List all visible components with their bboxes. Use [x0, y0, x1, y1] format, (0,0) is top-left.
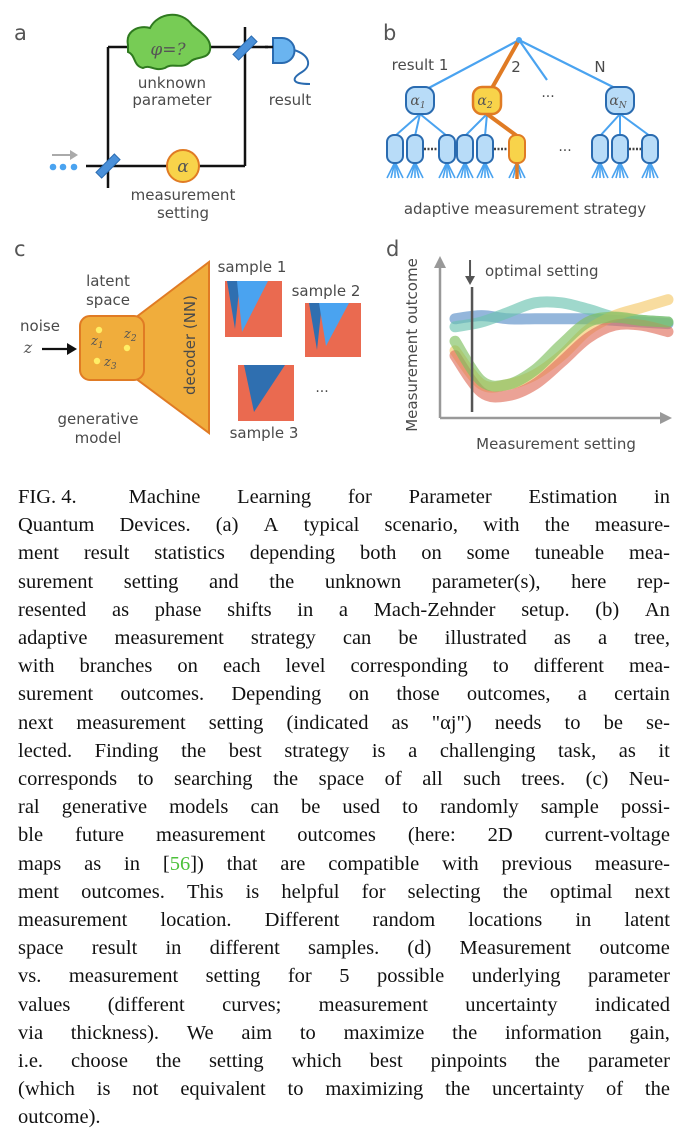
tree-node-alpha-1: [406, 87, 434, 114]
caption-word: illustrated: [444, 627, 527, 650]
caption-word: on: [348, 683, 370, 706]
caption-word: Depending: [231, 683, 322, 706]
caption-word: randomly: [440, 796, 519, 819]
setting-label: setting: [156, 204, 210, 222]
caption-word: each: [222, 655, 261, 678]
caption-word: to: [564, 711, 581, 734]
caption-word: maximize: [343, 1021, 425, 1044]
caption-word: thickness).: [70, 1021, 160, 1044]
leaf-node: [387, 135, 403, 163]
caption-line: [18, 1047, 670, 1075]
caption-word: used: [342, 796, 380, 819]
caption-word: setup.: [521, 598, 570, 621]
result-label: result: [268, 91, 312, 109]
caption-line: [18, 906, 670, 934]
caption-word: the: [269, 570, 295, 593]
caption-word: resented: [18, 598, 87, 621]
caption-word: for: [361, 880, 386, 903]
caption-word: in: [297, 598, 314, 621]
panel-label-a: a: [14, 21, 27, 45]
caption-word: in: [165, 937, 182, 960]
caption-line: [18, 539, 670, 567]
caption-line: [18, 680, 670, 708]
caption-word: typical: [303, 514, 360, 537]
alpha-label: α: [177, 157, 189, 177]
caption-word: corresponding: [350, 655, 468, 678]
latent-z2: $z_2$: [124, 327, 137, 344]
noise-arrow-icon: [42, 343, 77, 355]
caption-word: the: [644, 1078, 670, 1101]
optimal-setting-label: optimal setting: [485, 262, 599, 280]
caption-word: space: [318, 768, 365, 791]
caption-word: measure-: [594, 514, 670, 537]
svg-text:α2: $\alpha_2$: [477, 93, 493, 111]
caption-word: outcomes,: [466, 683, 551, 706]
caption-text: maps as in [: [18, 852, 170, 875]
caption-word: can: [342, 627, 372, 650]
caption-word: (a): [215, 514, 239, 537]
caption-word: measurement: [68, 965, 179, 988]
caption-word: mea-: [629, 542, 670, 565]
caption-word: to: [137, 768, 154, 791]
caption-word: ment: [18, 880, 59, 903]
tree-edge: [420, 114, 447, 136]
caption-word: (different: [107, 993, 185, 1016]
caption-word: the: [544, 514, 570, 537]
caption-word: it: [658, 739, 670, 762]
caption-word: rep-: [636, 570, 670, 593]
caption-word: gain,: [629, 1021, 670, 1044]
panel-b: [383, 21, 658, 218]
y-axis: [434, 256, 446, 418]
sample-3-label: sample 3: [229, 424, 299, 442]
caption-word: parameter(s),: [431, 570, 541, 593]
caption-line: [18, 793, 670, 821]
panel-label-b: b: [383, 21, 397, 45]
caption-word: the: [273, 768, 299, 791]
caption-word: result: [83, 542, 130, 565]
caption-line: [18, 991, 670, 1019]
caption-word: as: [618, 739, 636, 762]
caption-word: some: [466, 542, 510, 565]
caption-word: sample: [540, 796, 599, 819]
caption-word: phase: [154, 598, 202, 621]
branch-label-1: result 1: [391, 56, 449, 74]
tree-leaves: [387, 114, 658, 179]
caption-word: level: [285, 655, 326, 678]
model-label: model: [74, 429, 122, 447]
caption-word: the: [445, 1078, 471, 1101]
caption-word: possible: [376, 965, 445, 988]
caption-word: vs.: [18, 965, 42, 988]
caption-word: as: [111, 598, 130, 621]
caption-word: of: [606, 1078, 624, 1101]
caption-word: ment: [18, 542, 59, 565]
caption-word: such: [463, 768, 501, 791]
caption-word: random: [372, 909, 436, 932]
caption-word: tuneable: [534, 542, 605, 565]
caption-word: Quantum: [18, 514, 95, 537]
branch-label-2: 2: [511, 58, 521, 76]
caption-word: is: [96, 1078, 111, 1101]
caption-word: 2D: [487, 824, 513, 847]
caption-word: next: [634, 880, 670, 903]
caption-word: mea-: [629, 655, 670, 678]
caption-word: to: [492, 655, 509, 678]
caption-word: (b): [595, 598, 620, 621]
caption-word: best: [228, 739, 262, 762]
caption-word: tree,: [634, 627, 670, 650]
caption-word: ble: [18, 824, 44, 847]
caption-word: Measurement: [459, 937, 572, 960]
caption-word: curves;: [222, 993, 282, 1016]
svg-text:α1: $\alpha_1$: [410, 93, 426, 111]
caption-word: An: [644, 598, 670, 621]
caption-word: current-voltage: [544, 824, 670, 847]
caption-word: strategy: [284, 739, 350, 762]
caption-line: [18, 511, 670, 539]
svg-text:αN: $\alpha_N$: [609, 93, 627, 111]
figure-caption: [18, 483, 670, 1132]
caption-word: (indicated: [286, 711, 369, 734]
caption-line: [18, 737, 670, 765]
caption-word: ral: [18, 796, 40, 819]
panel-d: [386, 237, 672, 453]
caption-line: [18, 624, 670, 652]
caption-word: those: [396, 683, 440, 706]
y-axis-label: Measurement outcome: [403, 258, 421, 432]
caption-word: which: [291, 1050, 342, 1073]
caption-word: (d): [407, 937, 432, 960]
caption-word: a: [577, 683, 587, 706]
caption-word: the: [502, 880, 528, 903]
caption-word: space: [18, 937, 64, 960]
caption-word: se-: [646, 711, 670, 734]
leaf-node: [477, 135, 493, 163]
leaf-node: [642, 135, 658, 163]
caption-word: setting: [123, 570, 179, 593]
figure-4: [0, 0, 686, 480]
citation-link[interactable]: 56: [169, 852, 191, 875]
leaf-node: [439, 135, 455, 163]
decoder-label: decoder (NN): [181, 294, 199, 396]
caption-word: and: [209, 570, 239, 593]
caption-word: both: [359, 542, 397, 565]
caption-word: is: [245, 880, 260, 903]
caption-line: [18, 709, 670, 737]
caption-word: is: [371, 739, 386, 762]
caption-word: parameter: [588, 965, 670, 988]
caption-word: different: [533, 655, 604, 678]
caption-word: pinpoints: [430, 1050, 507, 1073]
caption-text: Machine Learning for Parameter Estimation in: [128, 486, 670, 508]
selected-leaf-node: [509, 135, 525, 163]
optimal-setting-arrow-icon: [465, 260, 475, 285]
caption-word: to: [299, 1021, 316, 1044]
caption-word: challenging: [439, 739, 536, 762]
caption-word: next: [18, 711, 54, 734]
caption-word: setting: [205, 965, 261, 988]
caption-word: measurement: [76, 711, 186, 734]
input-arrow-icon: [52, 150, 78, 160]
panel-c: [14, 237, 361, 447]
caption-word: helpful: [281, 880, 340, 903]
caption-word: needs: [494, 711, 542, 734]
caption-word: optimal: [549, 880, 613, 903]
caption-word: for: [287, 965, 312, 988]
caption-line: [18, 821, 670, 849]
caption-word: (which: [18, 1078, 75, 1101]
noise-label: noise: [20, 317, 60, 335]
sample-2-label: sample 2: [291, 282, 361, 300]
caption-word: the: [181, 739, 207, 762]
chart-curves: [455, 300, 668, 397]
caption-word: uncertainty: [491, 1078, 585, 1101]
tree-edge: [465, 114, 487, 136]
latent-z1: $z_1$: [91, 334, 104, 351]
caption-line: [18, 596, 670, 624]
tree-node-alpha-n: [606, 87, 634, 114]
caption-word: measurement: [156, 824, 266, 847]
caption-word: outcomes: [297, 824, 376, 847]
caption-word: parameter: [587, 1050, 670, 1073]
latent-z3: $z_3$: [104, 355, 117, 372]
caption-word: models: [169, 796, 229, 819]
caption-word: certain: [614, 683, 670, 706]
leaf-node: [592, 135, 608, 163]
caption-word: not: [132, 1078, 159, 1101]
caption-word: as: [553, 627, 571, 650]
sample-1-label: sample 1: [217, 258, 287, 276]
caption-word: (c): [585, 768, 609, 791]
photon-dots-icon: [50, 164, 78, 171]
tree-edge: [620, 114, 650, 136]
caption-word: statistics: [154, 542, 225, 565]
tree-edge: [600, 114, 620, 136]
caption-line: [18, 1103, 670, 1131]
caption-word: as: [391, 711, 409, 734]
caption-word: Finding: [94, 739, 159, 762]
caption-word: Devices.: [119, 514, 191, 537]
samples-ellipsis: ···: [315, 384, 329, 400]
caption-word: here: [571, 570, 607, 593]
leaf-node: [612, 135, 628, 163]
caption-word: with: [483, 514, 520, 537]
caption-word: scenario,: [384, 514, 458, 537]
tree-node-alpha-2: [473, 87, 501, 114]
caption-word: with: [18, 655, 55, 678]
caption-line: [18, 483, 670, 511]
caption-word: latent: [624, 909, 670, 932]
caption-word: result: [91, 937, 138, 960]
caption-word: This: [186, 880, 224, 903]
caption-text: FIG. 4.: [18, 486, 77, 508]
caption-line: [18, 934, 670, 962]
caption-line: [18, 1019, 670, 1047]
caption-word: unknown: [324, 570, 402, 593]
caption-word: a: [338, 598, 348, 621]
caption-word: trees.: [521, 768, 566, 791]
tree-edge: [487, 114, 517, 136]
caption-line: [18, 568, 670, 596]
caption-word: to: [287, 1078, 304, 1101]
caption-line: [18, 652, 670, 680]
caption-word: "αj"): [431, 711, 472, 734]
unknown-label: unknown: [137, 74, 207, 92]
caption-word: A: [263, 514, 279, 537]
caption-word: of: [384, 768, 402, 791]
caption-word: branches: [79, 655, 153, 678]
caption-word: be: [603, 711, 623, 734]
caption-word: all: [422, 768, 443, 791]
caption-line: [18, 850, 670, 878]
caption-word: information: [504, 1021, 602, 1044]
caption-word: lected.: [18, 739, 73, 762]
caption-word: equivalent: [180, 1078, 266, 1101]
caption-line: [18, 962, 670, 990]
caption-word: measurement: [318, 993, 428, 1016]
tree-edge: [485, 114, 487, 136]
leaf-node: [457, 135, 473, 163]
x-axis: [440, 412, 672, 424]
caption-line: [18, 765, 670, 793]
caption-word: the: [155, 1050, 181, 1073]
caption-word: via: [18, 1021, 44, 1044]
caption-word: depending: [249, 542, 336, 565]
caption-word: corresponds: [18, 768, 118, 791]
caption-word: generative: [61, 796, 148, 819]
caption-word: outcome: [599, 937, 670, 960]
sample-2-map: [305, 303, 361, 357]
caption-word: selecting: [407, 880, 481, 903]
caption-word: a: [408, 739, 418, 762]
caption-word: future: [75, 824, 124, 847]
caption-word: possi-: [620, 796, 670, 819]
detector-icon: [273, 38, 295, 63]
caption-word: the: [534, 1050, 560, 1073]
caption-word: location.: [160, 909, 232, 932]
caption-word: maximizing: [325, 1078, 424, 1101]
x-axis-label: Measurement setting: [476, 435, 636, 453]
caption-word: setting: [208, 1050, 264, 1073]
caption-word: measurement: [18, 909, 128, 932]
panel-a: [14, 15, 311, 222]
generative-label: generative: [57, 410, 139, 428]
caption-word: in: [575, 909, 592, 932]
caption-word: the: [452, 1021, 478, 1044]
branch-ellipsis: ···: [541, 89, 555, 105]
leaf-ellipsis: ···: [558, 143, 572, 159]
caption-word: Mach-Zehnder: [373, 598, 496, 621]
caption-word: choose: [71, 1050, 128, 1073]
panel-label-d: d: [386, 237, 400, 261]
caption-word: to: [402, 796, 419, 819]
caption-word: setting: [208, 711, 264, 734]
detector-wire: [294, 50, 310, 84]
sample-1-map: [225, 281, 282, 337]
caption-word: task,: [558, 739, 597, 762]
caption-word: outcomes.: [81, 880, 165, 903]
caption-word: (here:: [407, 824, 456, 847]
caption-word: locations: [468, 909, 543, 932]
caption-word: outcomes.: [120, 683, 205, 706]
caption-word: measurement: [114, 627, 224, 650]
caption-word: surement: [18, 570, 94, 593]
caption-word: can: [250, 796, 279, 819]
caption-word: different: [209, 937, 280, 960]
caption-word: indicated: [594, 993, 670, 1016]
caption-line: [18, 878, 670, 906]
panel-label-c: c: [14, 237, 26, 261]
caption-word: shifts: [227, 598, 272, 621]
caption-line: [18, 1075, 670, 1103]
caption-word: Neu-: [628, 768, 670, 791]
sample-3-map: [238, 365, 294, 421]
caption-word: underlying: [471, 965, 561, 988]
caption-word: outcome).: [18, 1106, 101, 1129]
measurement-label: measurement: [130, 186, 236, 204]
caption-text: ]) that are compatible with previous measure-: [190, 852, 671, 875]
caption-word: best: [369, 1050, 403, 1073]
phase-label: φ=?: [150, 40, 186, 60]
caption-word: aim: [241, 1021, 273, 1044]
caption-word: be: [398, 627, 418, 650]
caption-word: adaptive: [18, 627, 88, 650]
caption-word: We: [186, 1021, 214, 1044]
caption-word: values: [18, 993, 71, 1016]
tree-root: [516, 37, 522, 43]
caption-word: Different: [264, 909, 340, 932]
caption-word: a: [597, 627, 608, 650]
latent-label: latent: [86, 272, 130, 290]
caption-word: strategy: [250, 627, 316, 650]
noise-z-label: z: [23, 338, 33, 357]
caption-word: i.e.: [18, 1050, 44, 1073]
caption-word: on: [177, 655, 198, 678]
caption-word: be: [300, 796, 321, 819]
branch-label-n: N: [594, 58, 606, 76]
caption-word: samples.: [308, 937, 380, 960]
parameter-label: parameter: [132, 91, 212, 109]
leaf-node: [407, 135, 423, 163]
caption-word: searching: [174, 768, 253, 791]
caption-word: 5: [339, 965, 350, 988]
caption-word: surement: [18, 683, 94, 706]
caption-word: uncertainty: [465, 993, 558, 1016]
space-label: space: [85, 291, 131, 309]
caption-word: on: [421, 542, 442, 565]
adaptive-strategy-label: adaptive measurement strategy: [403, 200, 647, 218]
